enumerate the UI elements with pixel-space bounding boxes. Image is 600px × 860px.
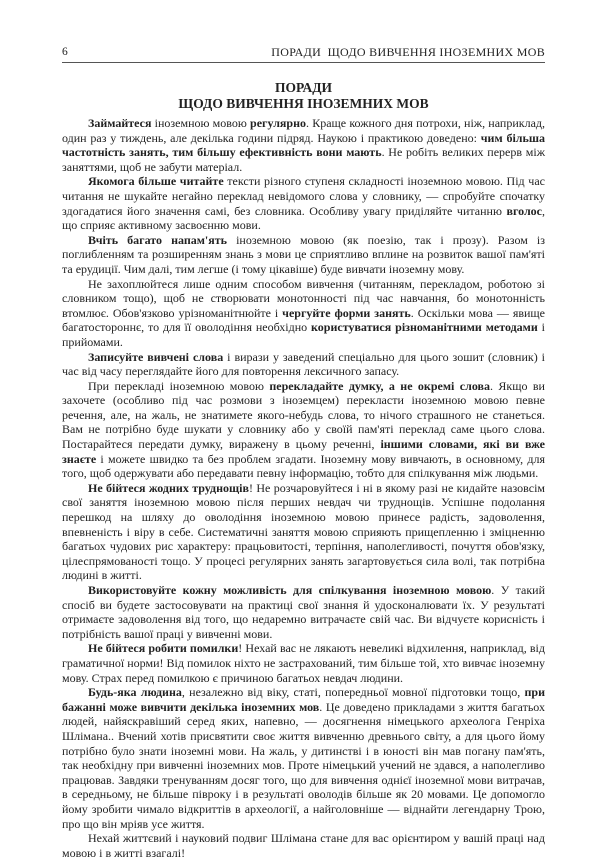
paragraph [62, 174, 545, 232]
bold-phrase: Використовуйте кожну можливість для спілкування іноземною мовою [88, 583, 492, 597]
title-line-1: ПОРАДИ [274, 80, 333, 95]
bold-phrase: вголос [506, 203, 542, 218]
text-run: . У такий спосіб ви будете застосовувати на практиці свої знання й удосконалювати їх. У результаті отримаєте задоволення від того, що недаремно витрачаєте свій час. Ви відчуєте корисність і потрібність вашої праці у вивченні мови. [62, 583, 545, 641]
bold-phrase: користуватися різноманітними методами [311, 320, 538, 335]
running-title: ПОРАДИ ЩОДО ВИВЧЕННЯ ІНОЗЕМНИХ МОВ [271, 45, 545, 59]
bold-phrase: Не бійтеся жодних труднощів [88, 480, 249, 495]
text-run: і можете швидко та без проблем згадати. Іноземну мову вивчають, в основному, для того, щоб одержувати або передавати певну інформацію, тобто для спілкування між людьми. [62, 451, 545, 481]
text-run: Нехай життєвий і науковий подвиг Шлімана стане для вас орієнтиром у вашій праці над мовою і в житті взагалі! [62, 831, 545, 860]
running-header [62, 44, 545, 63]
paragraph [62, 583, 545, 641]
text-run: іноземною мовою [151, 116, 251, 130]
paragraph [62, 116, 545, 174]
text-run: , що сприяє активному засвоєнню мови. [62, 203, 545, 233]
bold-phrase: Якомога більше читайте [88, 174, 224, 189]
text-run: , незалежно від віку, статі, попередньої мовної підготовки тощо, [181, 685, 525, 700]
bold-phrase: Будь-яка людина [88, 685, 182, 700]
paragraph [62, 379, 545, 481]
paragraph [62, 481, 545, 583]
paragraph [62, 641, 545, 685]
text-run: При перекладі іноземною мовою [88, 378, 270, 393]
text-run: . Оскільки мова — явище багатостороннє, то для її оволодіння необхідно [62, 305, 545, 335]
paragraph [62, 277, 545, 350]
text-run: Не захоплюйтеся лише одним способом вивчення (читанням, перекладом, роботою зі словником тощо), щоб не створювати монотонності під час навчання, бо монотонність втомлює. Обов'язково урізноманітнюйте і [62, 276, 545, 320]
bold-phrase: перекладайте думку, а не окремі слова [269, 378, 490, 393]
bold-phrase: Записуйте вивчені слова [88, 349, 224, 364]
bold-phrase: чергуйте форми занять [282, 305, 411, 320]
paragraph [62, 685, 545, 831]
bold-phrase: при бажанні може вивчити декілька іноземних мов [62, 685, 545, 714]
text-run: ! Не розчаровуйтеся і ні в якому разі не кидайте назовсім свої заняття іноземною мовою після перших невдач чи труднощів. Успішне подолання перешкод на шляху до оволодіння іноземною мовою принесе радість, задоволення, впевненість і віру в себе. Систематичні заняття мовою сприяють прищепленню і зміцненню багатьох чудових рис характеру: працьовитості, терпіння, наполегливості, почуття обов'язку, цілеспрямованості тощо. У процесі регулярних занять загартовується сила волі, так потрібна людині в житті. [62, 480, 545, 583]
bold-phrase: чим більша частотність занять, тим більшу ефективність вони мають [62, 130, 545, 160]
page-title [62, 80, 545, 112]
text-run: . Не робіть великих перерв між заняттями, щоб не забути матеріал. [62, 145, 545, 174]
bold-phrase: Не бійтеся робити помилки [88, 641, 239, 656]
text-run: і вирази у заведений спеціально для цього зошит (словник) і час від часу переглядайте його для повторення лексичного запасу. [62, 349, 545, 379]
bold-phrase: Вчіть багато напам'ять [88, 232, 227, 247]
bold-phrase: іншими словами, які ви вже знаєте [62, 437, 545, 466]
bold-phrase: регулярно [250, 116, 307, 130]
paragraph [62, 350, 545, 379]
body-text [62, 116, 545, 860]
text-run: . Якщо ви захочете (особливо під час розмови з іноземцем) перекласти іноземною мовою певне речення, але, на жаль, не знатимете якого-небудь слова, то нічого страшного не станеться. Вам не потрібно буде шукати у словнику або у своїй пам'яті переклад саме цього слова. Постарайтеся передати думку, виражену в цьому реченні, [62, 378, 545, 452]
text-run: . Це доведено прикладами з життя багатьох людей, найяскравіший серед яких, напевно, — досягнення німецького археолога Генріха Шлімана.. Вчений хотів присвятити своє життя вивченню древнього світу, а для цього йому потрібно було знати іноземні мови. На жаль, у дитинстві і в юності він мав погану пам'ять, так необхідну при вивченні іноземних мов. Проте німецький учений не здався, а наполегливо працював. Завдяки тренуванням досяг того, що для вивчення однієї іноземної мови витрачав, в середньому, не більше півроку і в результаті оволодів більше як 20 мовами. Це допомогло йому зробити чимало відкриттів в археології, а найголовніше — віднайти легендарну Трою, про що він мріяв усе життя. [62, 699, 545, 831]
title-line-2: ЩОДО ВИВЧЕННЯ ІНОЗЕМНИХ МОВ [178, 96, 429, 111]
paragraph [62, 831, 545, 860]
text-run: іноземною мовою (як поезію, так і прозу). Разом із поглибленням та розширенням знань з мови це сприятливо вплине на розвиток вашої пам'яті та ерудиції. Чим далі, тим легше (і тому цікавіше) буде вивчати іноземну мову. [62, 232, 545, 276]
text-run: і прийомами. [62, 320, 545, 349]
paragraph [62, 233, 545, 277]
text-run: тексти різного ступеня складності іноземною мовою. Під час читання не шукайте негайно переклад невідомого слова у словнику, — спробуйте спочатку здогадатися його значення самі, без словника. Особливу увагу приділяйте читанню [62, 174, 545, 218]
text-run: . Краще кожного дня потрохи, ніж, наприклад, один раз у тиждень, але декілька години підряд. Наукою і практикою доведено: [62, 116, 545, 145]
page-number: 6 [62, 46, 68, 58]
bold-phrase: Займайтеся [88, 116, 152, 130]
text-run: ! Нехай вас не лякають невеликі відхилення, наприклад, від граматичної норми! Від помилок ніхто не застрахований, тим більше той, хто вивчає іноземну мову. Страх перед помилкою є причиною багатьох невдач людини. [62, 641, 545, 685]
